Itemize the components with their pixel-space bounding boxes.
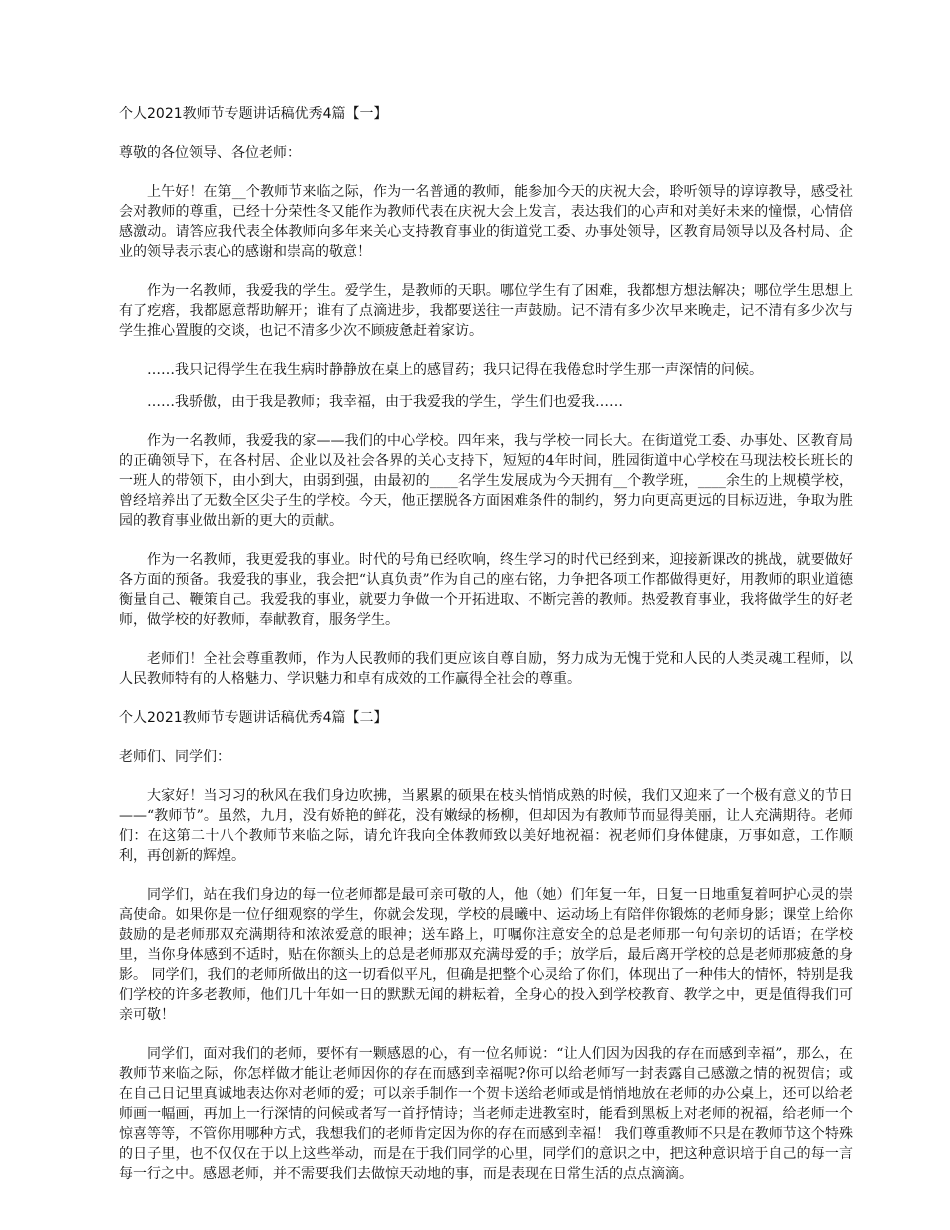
section-1-paragraph-2: 作为一名教师，我爱我的学生。爱学生，是教师的天职。哪位学生有了困难，我都想方想法解决；哪位学生思想上有了疙瘩，我都愿意帮助解开；谁有了点滴进步，我都要送往一声鼓励。记不清有多少次早来晚走，记不清有多少次与学生推心置腹的交谈，也记不清多少次不顾疲惫赶着家访。 [119,283,853,339]
section-2-paragraph-3: 同学们，面对我们的老师，要怀有一颗感恩的心，有一位名师说：“让人们因为因我的存在而感到幸福”，那么，在教师节来临之际，你怎样做才能让老师因你的存在而感到幸福呢?你可以给老师写一封表露自己感激之情的祝贺信；或在自己日记里真诚地表达你对老师的爱；可以亲手制作一个贺卡送给老师或是悄悄地放在老师的办公桌上，还可以给老师画一幅画，再加上一行深情的问候或者写一首抒情诗；当老师走进教室时，能看到黑板上对老师的祝福，给老师一个惊喜等等，不管你用哪种方式，我想我们的老师肯定因为你的存在而感到幸福！ 我们尊重教师不只是在教师节这个特殊的日子里，也不仅仅在于以上这些举动，而是在于我们同学的心里，同学们的意识之中，把这种意识培于自己的每一言每一行之中。感恩老师，并不需要我们去做惊天动地的事，而是表现在日常生活的点点滴滴。 [119,1046,853,1182]
section-1-paragraph-5: 作为一名教师，我爱我的家——我们的中心学校。四年来，我与学校一同长大。在街道党工委、办事处、区教育局的正确领导下，在各村居、企业以及社会各界的关心支持下，短短的4年时间，胜园街道中心学校在马现法校长班长的一班人的带领下，由小到大，由弱到强，由最初的____名学生发展成为今天拥有__个教学班，____余生的上规模学校，曾经培养出了无数全区尖子生的学校。今天，他正摆脱各方面困难条件的制约，努力向更高更远的目标迈进，争取为胜园的教育事业做出新的更大的贡献。 [119,433,853,529]
section-2-paragraph-2: 同学们，站在我们身边的每一位老师都是最可亲可敬的人，他（她）们年复一年，日复一日地重复着呵护心灵的崇高使命。如果你是一位仔细观察的学生，你就会发现，学校的晨曦中、运动场上有陪伴你锻炼的老师身影；课堂上给你鼓励的是老师那双充满期待和浓浓爱意的眼神；送车路上，叮嘱你注意安全的总是老师那一句句亲切的话语；在学校里，当你身体感到不适时，贴在你额头上的总是老师那双充满母爱的手；放学后，最后离开学校的总是老师那疲惫的身影。 同学们，我们的老师所做出的这一切看似平凡，但确是把整个心灵给了你们，体现出了一种伟大的情怀，特别是我们学校的许多老教师，他们几十年如一日的默默无闻的耕耘着，全身心的投入到学校教育、教学之中，更是值得我们可亲可敬！ [119,887,853,1023]
section-1-salutation: 尊敬的各位领导、各位老师： [119,145,301,161]
section-1-title: 个人2021教师节专题讲话稿优秀4篇【一】 [119,106,388,122]
section-2-title: 个人2021教师节专题讲话稿优秀4篇【二】 [119,710,388,726]
section-1-paragraph-1: 上午好！在第__个教师节来临之际，作为一名普通的教师，能参加今天的庆祝大会，聆听领导的谆谆教导，感受社会对教师的尊重，已经十分荣性冬又能作为教师代表在庆祝大会上发言，表达我们的心声和对美好未来的憧憬，心情倍感激动。请答应我代表全体教师向多年来关心支持教育事业的街道党工委、办事处领导，区教育局领导以及各村局、企业的领导表示衷心的感谢和崇高的敬意！ [119,184,853,260]
document-page [119,104,853,1203]
section-1-paragraph-6: 作为一名教师，我更爱我的事业。时代的号角已经吹响，终生学习的时代已经到来，迎接新课改的挑战，就要做好各方面的预备。我爱我的事业，我会把“认真负责”作为自己的座右铭，力争把各项工作都做得更好，用教师的职业道德衡量自己、鞭策自己。我爱我的事业，就要力争做一个开拓进取、不断完善的教师。热爱教育事业，我将做学生的好老师，做学校的好教师，奉献教育，服务学生。 [119,552,853,628]
section-1-paragraph-3: ……我只记得学生在我生病时静静放在桌上的感冒药；我只记得在我倦怠时学生那一声深情的问候。 [147,362,763,378]
section-1-paragraph-7: 老师们！全社会尊重教师，作为人民教师的我们更应该自尊自励，努力成为无愧于党和人民的人类灵魂工程师，以人民教师特有的人格魅力、学识魅力和卓有成效的工作赢得全社会的尊重。 [119,651,853,687]
section-2-paragraph-1: 大家好！当习习的秋风在我们身边吹拂，当累累的硕果在枝头悄悄成熟的时候，我们又迎来了一个极有意义的节日——“教师节”。虽然，九月，没有娇艳的鲜花，没有嫩绿的杨柳，但却因为有教师节而显得美丽，让人充满期待。老师们：在这第二十八个教师节来临之际，请允许我向全体教师致以美好地祝福：祝老师们身体健康，万事如意，工作顺利，再创新的辉煌。 [119,788,853,864]
section-1-paragraph-4: ……我骄傲，由于我是教师；我幸福，由于我爱我的学生，学生们也爱我…… [147,394,623,410]
section-2-salutation: 老师们、同学们： [119,749,231,765]
